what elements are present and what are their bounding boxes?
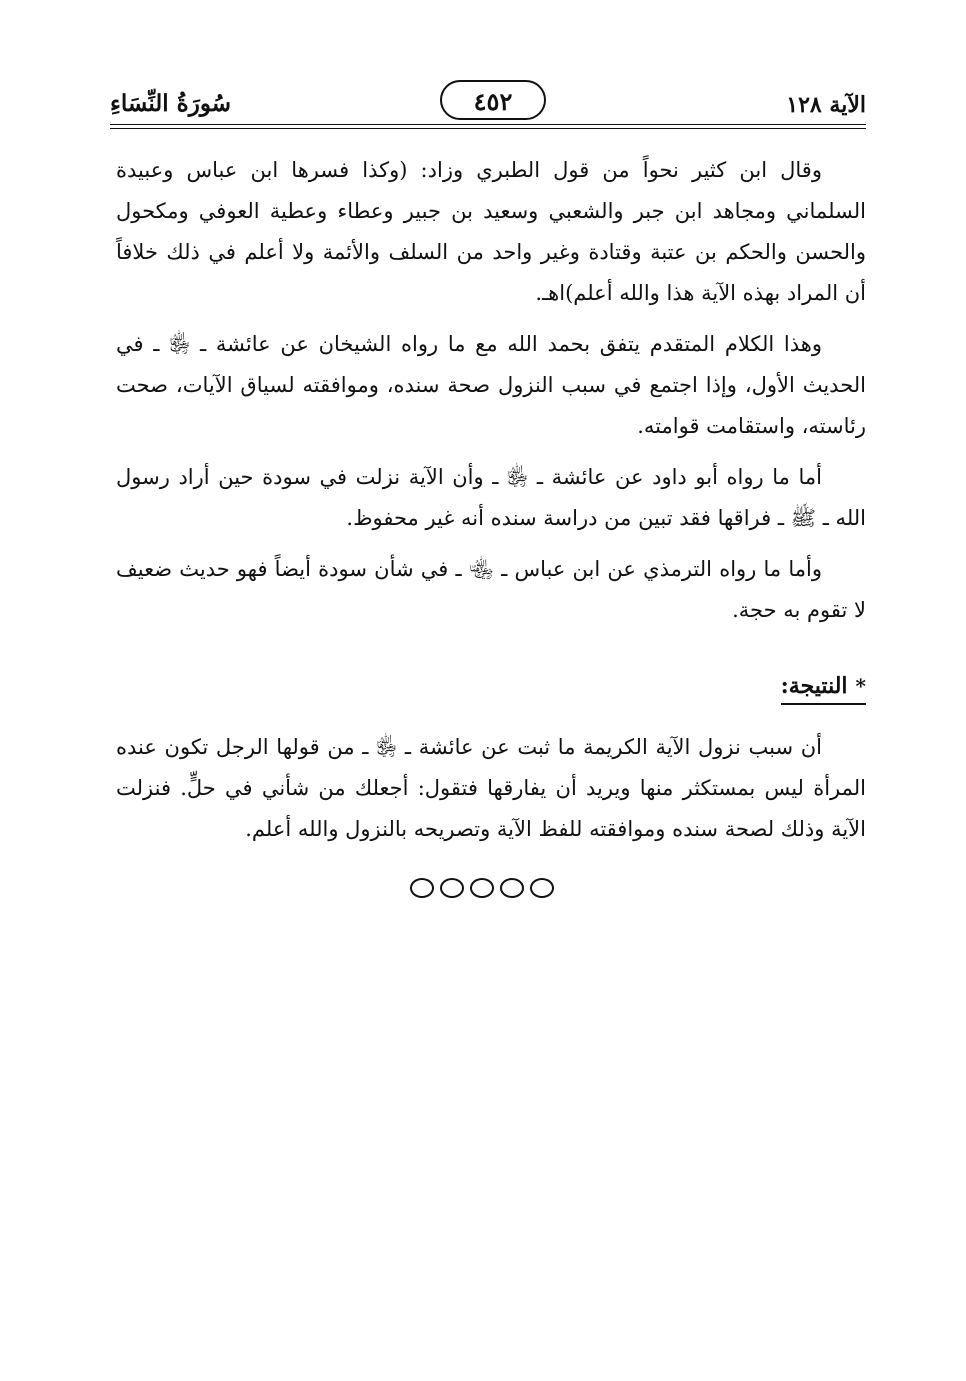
ornament-circle <box>470 878 494 898</box>
page-number: ٤٥٢ <box>440 80 546 120</box>
page-header <box>110 78 866 130</box>
result-paragraph: أن سبب نزول الآية الكريمة ما ثبت عن عائشة ـ ﵂ ـ من قولها الرجل تكون عنده المرأة ليس بمستكثر منها ويريد أن يفارقها فتقول: أجعلك من شأني في حلٍّ. فنزلت الآية وذلك لصحة سنده وموافقته للفظ الآية وتصريحه بالنزول والله أعلم. <box>116 735 866 841</box>
paragraph-abu-dawud: أما ما رواه أبو داود عن عائشة ـ ﵂ ـ وأن الآية نزلت في سودة حين أراد رسول الله ـ ﷺ ـ فراقها فقد تبين من دراسة سنده أنه غير محفوظ. <box>116 465 866 530</box>
ornament-circle <box>530 878 554 898</box>
header-rule-secondary <box>110 128 866 129</box>
surah-title: سُورَةُ النِّسَاءِ <box>110 90 231 117</box>
result-heading-text: النتيجة: <box>780 673 848 699</box>
result-heading <box>781 669 866 705</box>
page-body <box>116 150 866 860</box>
star-bullet: * <box>855 674 866 698</box>
header-rule <box>110 124 866 125</box>
end-ornament <box>410 878 554 898</box>
ornament-circle <box>500 878 524 898</box>
verse-label: الآية ١٢٨ <box>786 92 866 118</box>
ornament-circle <box>410 878 434 898</box>
paragraph-agreement: وهذا الكلام المتقدم يتفق بحمد الله مع ما رواه الشيخان عن عائشة ـ ﵂ ـ في الحديث الأول، وإذا اجتمع في سبب النزول صحة سنده، وموافقته لسياق الآيات، صحت رئاسته، واستقامت قوامته. <box>116 332 866 438</box>
ornament-circle <box>440 878 464 898</box>
paragraph-ibn-kathir: وقال ابن كثير نحواً من قول الطبري وزاد: (وكذا فسرها ابن عباس وعبيدة السلماني ومجاهد ابن جبر والشعبي وسعيد بن جبير وعطاء وعطية العوفي ومكحول والحسن والحكم بن عتبة وقتادة وغير واحد من السلف والأئمة ولا أعلم في ذلك خلافاً أن المراد بهذه الآية هذا والله أعلم)اهـ. <box>116 158 866 305</box>
paragraph-tirmidhi: وأما ما رواه الترمذي عن ابن عباس ـ ﵄ ـ في شأن سودة أيضاً فهو حديث ضعيف لا تقوم به حجة. <box>116 557 866 622</box>
result-heading-wrap <box>116 649 866 715</box>
